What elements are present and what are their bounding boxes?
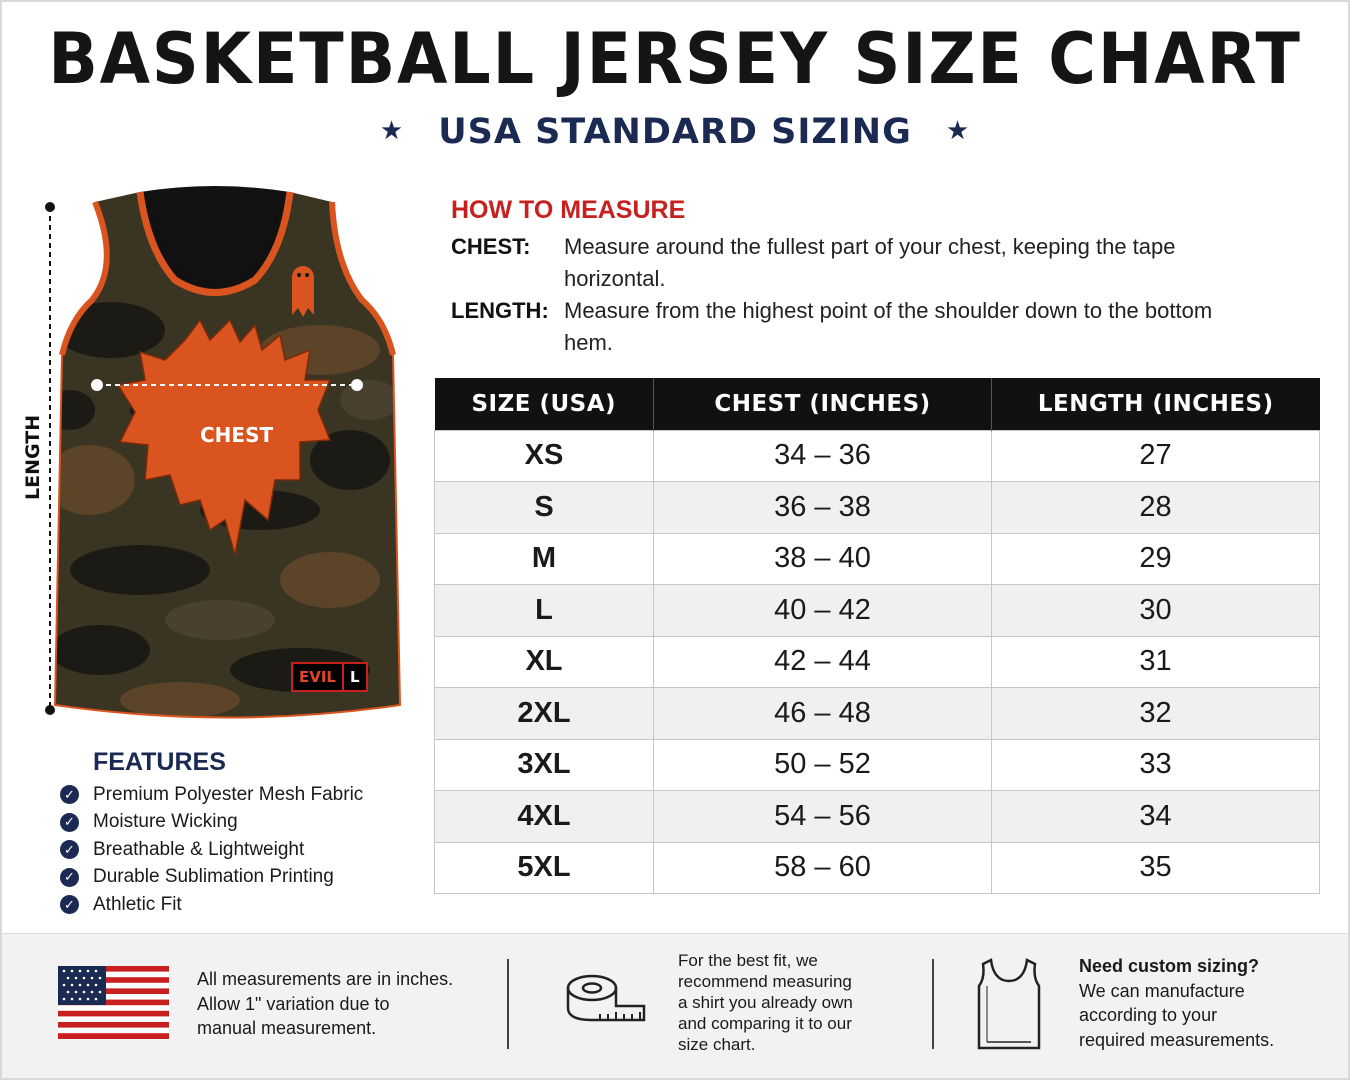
how-to-measure-heading: HOW TO MEASURE: [451, 196, 686, 224]
custom-sizing-heading: Need custom sizing?: [1079, 956, 1260, 976]
cell-size: 5XL: [435, 842, 654, 894]
measure-key: LENGTH:: [451, 298, 549, 323]
footer-divider: [507, 959, 509, 1049]
cell-length: 34: [992, 791, 1320, 843]
subtitle-text: USA STANDARD SIZING: [438, 112, 912, 152]
table-row: [435, 585, 1320, 637]
footer-line: We can manufacture: [1079, 980, 1245, 1001]
footer-line: recommend measuring: [678, 972, 852, 991]
check-circle-icon: ✓: [60, 868, 79, 887]
cell-length: 30: [992, 585, 1320, 637]
footer-line: Allow 1" variation due to: [197, 993, 390, 1014]
table-row: [435, 482, 1320, 534]
list-item: [60, 836, 363, 864]
table-row: [435, 688, 1320, 740]
feature-text: Durable Sublimation Printing: [93, 866, 334, 888]
star-icon: ★: [379, 116, 405, 146]
feature-text: Premium Polyester Mesh Fabric: [93, 783, 364, 805]
cell-chest: 54 – 56: [654, 791, 992, 843]
cell-chest: 38 – 40: [654, 533, 992, 585]
list-item: [60, 781, 363, 809]
cell-size: 2XL: [435, 688, 654, 740]
cell-size: 4XL: [435, 791, 654, 843]
table-row: [435, 636, 1320, 688]
footer-line: For the best fit, we: [678, 951, 818, 970]
footer-line: according to your: [1079, 1005, 1218, 1025]
cell-chest: 34 – 36: [654, 430, 992, 482]
cell-size: M: [435, 533, 654, 585]
measure-text: Measure from the highest point of the shoulder down to the bottom hem.: [564, 298, 1213, 355]
cell-length: 31: [992, 636, 1320, 688]
footer-note-custom: [1079, 954, 1274, 1052]
cell-chest: 40 – 42: [654, 585, 992, 637]
cell-chest: 46 – 48: [654, 688, 992, 740]
cell-length: 28: [992, 482, 1320, 534]
table-header-row: [435, 378, 1320, 430]
feature-text: Athletic Fit: [93, 893, 182, 915]
table-row: [435, 739, 1320, 791]
usa-flag-icon: [58, 966, 169, 1039]
measure-key: CHEST:: [451, 234, 531, 259]
table-row: [435, 791, 1320, 843]
check-circle-icon: ✓: [60, 840, 79, 859]
table-row: [435, 430, 1320, 482]
list-item: [60, 864, 363, 892]
tag-brand: EVIL: [299, 668, 336, 686]
length-measure-label: LENGTH: [22, 414, 44, 500]
list-item: [60, 891, 363, 919]
cell-length: 35: [992, 842, 1320, 894]
list-item: [60, 809, 363, 837]
jersey-illustration: [0, 180, 420, 740]
table-row: [435, 842, 1320, 894]
how-to-measure: [451, 196, 1331, 359]
check-circle-icon: ✓: [60, 785, 79, 804]
header-length: LENGTH (INCHES): [992, 378, 1320, 430]
cell-size: XL: [435, 636, 654, 688]
footer-bar: [2, 933, 1348, 1078]
page-title: BASKETBALL JERSEY SIZE CHART: [48, 18, 1302, 100]
features-list: [60, 781, 363, 919]
footer-note-measurements: [197, 967, 453, 1041]
cell-size: XS: [435, 430, 654, 482]
cell-chest: 50 – 52: [654, 739, 992, 791]
tape-measure-icon: [564, 970, 648, 1028]
measure-row-length: [451, 295, 1331, 359]
page-subtitle: [0, 112, 1350, 152]
star-icon: ★: [945, 116, 971, 146]
measure-text: Measure around the fullest part of your chest, keeping the tape horizontal.: [564, 234, 1176, 291]
feature-text: Moisture Wicking: [93, 811, 238, 833]
cell-length: 29: [992, 533, 1320, 585]
cell-size: S: [435, 482, 654, 534]
footer-line: required measurements.: [1079, 1029, 1275, 1050]
cell-chest: 42 – 44: [654, 636, 992, 688]
footer-note-tip: [678, 950, 853, 1055]
header-chest: CHEST (INCHES): [654, 378, 992, 430]
check-circle-icon: ✓: [60, 813, 79, 832]
footer-line: manual measurement.: [197, 1018, 377, 1038]
features-heading: FEATURES: [93, 748, 226, 776]
cell-size: 3XL: [435, 739, 654, 791]
check-circle-icon: ✓: [60, 895, 79, 914]
cell-length: 32: [992, 688, 1320, 740]
footer-line: and comparing it to our: [678, 1014, 852, 1033]
measure-row-chest: [451, 231, 1331, 295]
feature-text: Breathable & Lightweight: [93, 838, 305, 860]
cell-length: 33: [992, 739, 1320, 791]
features-section: [60, 748, 363, 919]
size-table: [434, 378, 1320, 894]
footer-line: All measurements are in inches.: [197, 969, 454, 989]
size-tag: [291, 662, 368, 692]
cell-length: 27: [992, 430, 1320, 482]
tag-size: L: [342, 664, 366, 690]
footer-divider: [932, 959, 934, 1049]
footer-line: size chart.: [678, 1035, 756, 1054]
cell-chest: 58 – 60: [654, 842, 992, 894]
header-size: SIZE (USA): [435, 378, 654, 430]
chest-measure-label: CHEST: [200, 423, 274, 447]
cell-chest: 36 – 38: [654, 482, 992, 534]
jersey-outline-icon: [977, 956, 1041, 1052]
table-row: [435, 533, 1320, 585]
footer-line: a shirt you already own: [678, 993, 853, 1012]
cell-size: L: [435, 585, 654, 637]
